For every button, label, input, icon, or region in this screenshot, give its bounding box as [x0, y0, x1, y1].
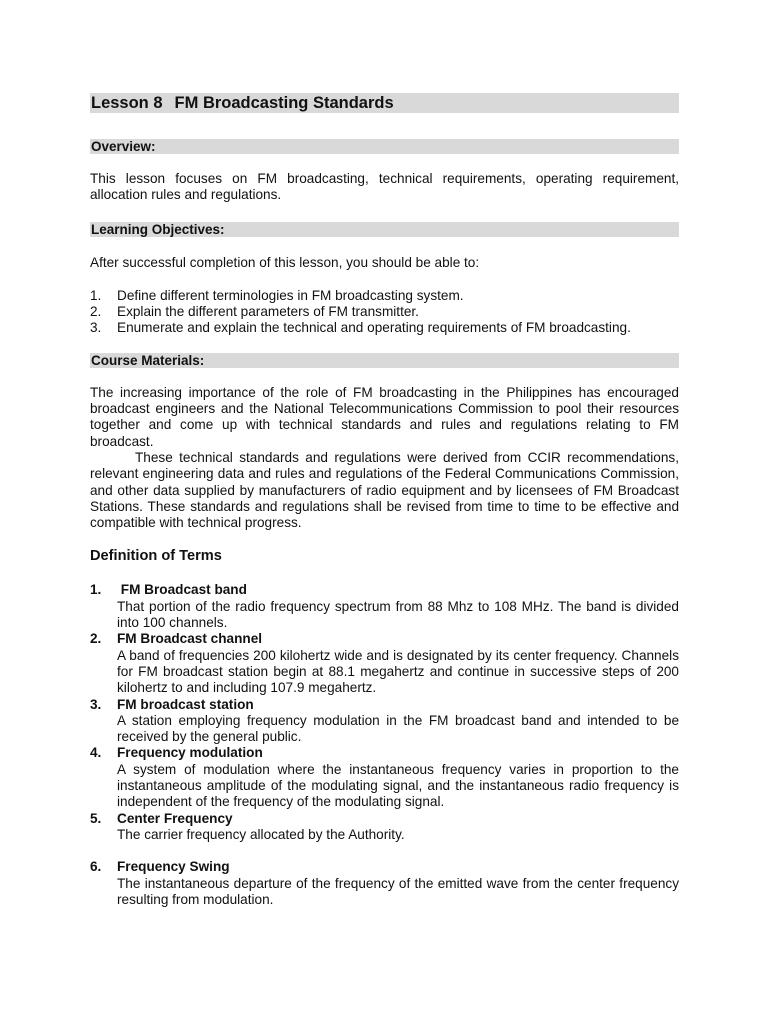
term-name: FM Broadcast band	[117, 582, 247, 598]
term-definition: A band of frequencies 200 kilohertz wide and is designated by its center frequency. Channels for FM broadcast station begin at 88.1 megahertz and continue in successive steps of 200 kilohertz to and including 107.9 megahertz.	[117, 647, 679, 696]
document-page	[90, 93, 679, 908]
list-item-number: 3.	[90, 320, 102, 336]
list-item	[90, 631, 679, 696]
overview-text: This lesson focuses on FM broadcasting, technical requirements, operating requirement, allocation rules and regulations.	[90, 171, 679, 203]
lesson-title: FM Broadcasting Standards	[174, 94, 394, 112]
objectives-intro: After successful completion of this lesson, you should be able to:	[90, 254, 480, 270]
list-item	[90, 288, 679, 304]
list-item	[90, 320, 679, 336]
term-definition: The instantaneous departure of the frequency of the emitted wave from the center frequency resulting from modulation.	[117, 875, 679, 907]
term-number: 1.	[90, 582, 102, 598]
term-number: 6.	[90, 859, 102, 875]
term-name: FM broadcast station	[117, 696, 254, 712]
materials-paragraph-1: The increasing importance of the role of FM broadcasting in the Philippines has encouraged broadcast engineers and the National Telecommunications Commission to pool their resources together and come up with technical standards and rules and regulations relating to FM broadcast.	[90, 384, 679, 449]
list-item	[90, 697, 679, 746]
list-item-text: Define different terminologies in FM broadcasting system.	[117, 287, 464, 303]
term-name: Frequency modulation	[117, 745, 263, 761]
term-name: Frequency Swing	[117, 859, 230, 875]
term-number: 3.	[90, 696, 102, 712]
lesson-title-bar	[90, 93, 679, 113]
term-number: 2.	[90, 631, 102, 647]
term-definition: The carrier frequency allocated by the Authority.	[117, 826, 405, 842]
definition-of-terms-heading: Definition of Terms	[90, 548, 222, 565]
list-item-text: Enumerate and explain the technical and operating requirements of FM broadcasting.	[117, 320, 631, 336]
list-item-text: Explain the different parameters of FM transmitter.	[117, 304, 419, 320]
materials-paragraph-2: These technical standards and regulations were derived from CCIR recommendations, relevant engineering data and rules and regulations of the Federal Communications Commission, and other data supplied by manufacturers of radio equipment and by licensees of FM Broadcast Stations. These standards and regulations shall be revised from time to time to be effective and compatible with technical progress.	[90, 449, 679, 531]
list-item-number: 1.	[90, 287, 102, 303]
term-definition: A station employing frequency modulation in the FM broadcast band and intended to be received by the general public.	[117, 712, 679, 745]
term-name: FM Broadcast channel	[117, 631, 263, 647]
list-item	[90, 859, 679, 908]
term-name: Center Frequency	[117, 810, 233, 826]
term-definition: A system of modulation where the instantaneous frequency varies in proportion to the instantaneous amplitude of the modulating signal, and the instantaneous radio frequency is independent of the frequency of the modulating signal.	[117, 761, 679, 810]
objectives-list	[90, 288, 679, 337]
definitions-list	[90, 582, 679, 908]
list-item	[90, 304, 679, 320]
term-number: 4.	[90, 745, 102, 761]
list-item	[90, 582, 679, 631]
overview-heading: Overview:	[90, 139, 679, 154]
list-item	[90, 811, 679, 844]
term-definition: That portion of the radio frequency spectrum from 88 Mhz to 108 MHz. The band is divided into 100 channels.	[117, 598, 679, 631]
learning-objectives-heading: Learning Objectives:	[90, 222, 679, 237]
lesson-number: Lesson 8	[91, 94, 163, 112]
list-item	[90, 745, 679, 810]
term-number: 5.	[90, 810, 102, 826]
course-materials-heading: Course Materials:	[90, 353, 679, 368]
list-item-number: 2.	[90, 304, 102, 320]
